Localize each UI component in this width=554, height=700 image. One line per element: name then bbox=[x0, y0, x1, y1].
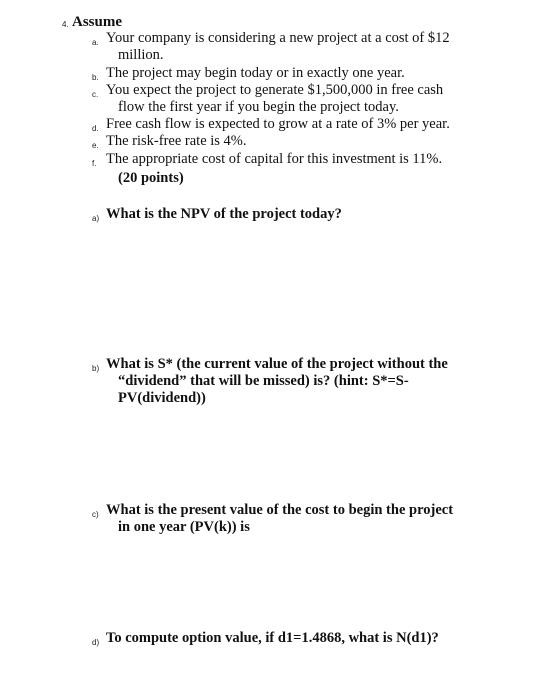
item-marker: c. bbox=[92, 90, 99, 99]
points-label: (20 points) bbox=[118, 170, 184, 186]
item-marker: a. bbox=[92, 38, 99, 47]
question-marker: d) bbox=[92, 638, 100, 647]
question-marker: a) bbox=[92, 214, 100, 223]
problem-heading: Assume bbox=[72, 14, 123, 30]
question-text-line: What is S* (the current value of the project without the bbox=[106, 356, 448, 372]
item-text-line: flow the first year if you begin the project today. bbox=[118, 99, 399, 115]
item-marker: b. bbox=[92, 73, 99, 82]
question-text-line: PV(dividend)) bbox=[118, 390, 206, 406]
item-text-line: Your company is considering a new project at a cost of $12 bbox=[106, 30, 450, 46]
item-text-line: million. bbox=[118, 47, 164, 63]
item-text-line: The risk-free rate is 4%. bbox=[106, 133, 247, 149]
question-marker: c) bbox=[92, 510, 99, 519]
item-text-line: You expect the project to generate $1,500,000 in free cash bbox=[106, 82, 444, 98]
question-text-line: What is the present value of the cost to begin the project bbox=[106, 502, 454, 518]
question-text-line: “dividend” that will be missed) is? (hint: S*=S- bbox=[118, 373, 409, 389]
item-marker: d. bbox=[92, 124, 99, 133]
item-text-line: The appropriate cost of capital for this investment is 11%. bbox=[106, 151, 443, 167]
question-text-line: To compute option value, if d1=1.4868, what is N(d1)? bbox=[106, 630, 439, 646]
item-marker: e. bbox=[92, 141, 99, 150]
item-marker: f. bbox=[92, 159, 97, 168]
question-marker: b) bbox=[92, 364, 100, 373]
problem-number: 4. bbox=[62, 20, 69, 29]
question-text-line: What is the NPV of the project today? bbox=[106, 206, 342, 222]
item-text-line: Free cash flow is expected to grow at a rate of 3% per year. bbox=[106, 116, 450, 132]
item-text-line: The project may begin today or in exactly one year. bbox=[106, 65, 405, 81]
question-text-line: in one year (PV(k)) is bbox=[118, 519, 250, 535]
